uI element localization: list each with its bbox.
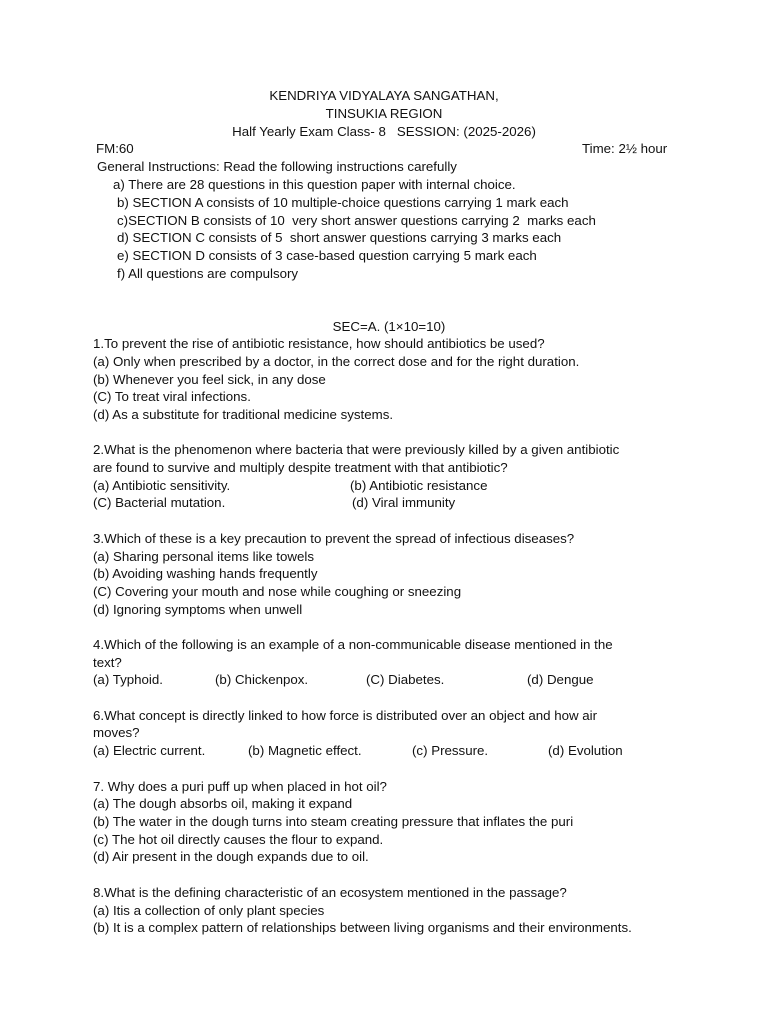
- question-8-option: (a) Itis a collection of only plant species: [93, 903, 325, 918]
- instruction-item: a) There are 28 questions in this question paper with internal choice.: [113, 177, 516, 192]
- question-7: 7. Why does a puri puff up when placed in hot oil?: [93, 779, 387, 794]
- instructions-title: General Instructions: Read the following instructions carefully: [97, 159, 457, 174]
- instruction-item: c)SECTION B consists of 10 very short answer questions carrying 2 marks each: [117, 213, 596, 228]
- question-7-option: (d) Air present in the dough expands due to oil.: [93, 849, 369, 864]
- question-2-line-1: 2.What is the phenomenon where bacteria that were previously killed by a given antibiotic: [93, 442, 620, 457]
- region-line: TINSUKIA REGION: [325, 106, 443, 121]
- question-1-option: (C) To treat viral infections.: [93, 389, 251, 404]
- question-6-option-a: (a) Electric current.: [93, 743, 206, 758]
- question-1: 1.To prevent the rise of antibiotic resistance, how should antibiotics be used?: [93, 336, 545, 351]
- instruction-item: e) SECTION D consists of 3 case-based question carrying 5 mark each: [117, 248, 537, 263]
- question-1-option: (b) Whenever you feel sick, in any dose: [93, 372, 326, 387]
- instruction-item: f) All questions are compulsory: [117, 266, 299, 281]
- question-3-option: (d) Ignoring symptoms when unwell: [93, 602, 303, 617]
- question-4-option-d: (d) Dengue: [527, 672, 594, 687]
- question-4-option-b: (b) Chickenpox.: [215, 672, 309, 687]
- question-4-line-1: 4.Which of the following is an example of a non-communicable disease mentioned in the: [93, 637, 613, 652]
- question-7-option: (a) The dough absorbs oil, making it expand: [93, 796, 353, 811]
- question-8-option: (b) It is a complex pattern of relationships between living organisms and their environments.: [93, 920, 632, 935]
- question-6-line-2: moves?: [93, 725, 140, 740]
- question-2-option-d: (d) Viral immunity: [352, 495, 456, 510]
- question-3-option: (a) Sharing personal items like towels: [93, 549, 314, 564]
- question-7-option: (b) The water in the dough turns into steam creating pressure that inflates the puri: [93, 814, 574, 829]
- question-8: 8.What is the defining characteristic of an ecosystem mentioned in the passage?: [93, 885, 567, 900]
- question-1-option: (a) Only when prescribed by a doctor, in the correct dose and for the right duration.: [93, 354, 580, 369]
- question-3-option: (b) Avoiding washing hands frequently: [93, 566, 318, 581]
- question-2-line-2: are found to survive and multiply despite treatment with that antibiotic?: [93, 460, 508, 475]
- question-2-option-c: (C) Bacterial mutation.: [93, 495, 226, 510]
- question-6-line-1: 6.What concept is directly linked to how force is distributed over an object and how air: [93, 708, 598, 723]
- question-6-option-c: (c) Pressure.: [412, 743, 489, 758]
- full-marks: FM:60: [96, 141, 134, 156]
- time-allowed: Time: 2½ hour: [582, 141, 668, 156]
- question-3-option: (C) Covering your mouth and nose while coughing or sneezing: [93, 584, 462, 599]
- exam-title-line: Half Yearly Exam Class- 8 SESSION: (2025-2026): [232, 124, 536, 139]
- question-6-option-d: (d) Evolution: [548, 743, 623, 758]
- question-4-option-a: (a) Typhoid.: [93, 672, 163, 687]
- question-7-option: (c) The hot oil directly causes the flour to expand.: [93, 832, 384, 847]
- question-1-option: (d) As a substitute for traditional medicine systems.: [93, 407, 394, 422]
- instruction-item: b) SECTION A consists of 10 multiple-choice questions carrying 1 mark each: [117, 195, 569, 210]
- org-name-line: KENDRIYA VIDYALAYA SANGATHAN,: [269, 88, 499, 103]
- section-a-heading: SEC=A. (1×10=10): [332, 319, 446, 334]
- question-6-option-b: (b) Magnetic effect.: [248, 743, 362, 758]
- question-2-option-a: (a) Antibiotic sensitivity.: [93, 478, 231, 493]
- question-3: 3.Which of these is a key precaution to prevent the spread of infectious diseases?: [93, 531, 575, 546]
- instruction-item: d) SECTION C consists of 5 short answer questions carrying 3 marks each: [117, 230, 562, 245]
- question-4-option-c: (C) Diabetes.: [366, 672, 445, 687]
- question-2-option-b: (b) Antibiotic resistance: [350, 478, 488, 493]
- question-4-line-2: text?: [93, 655, 122, 670]
